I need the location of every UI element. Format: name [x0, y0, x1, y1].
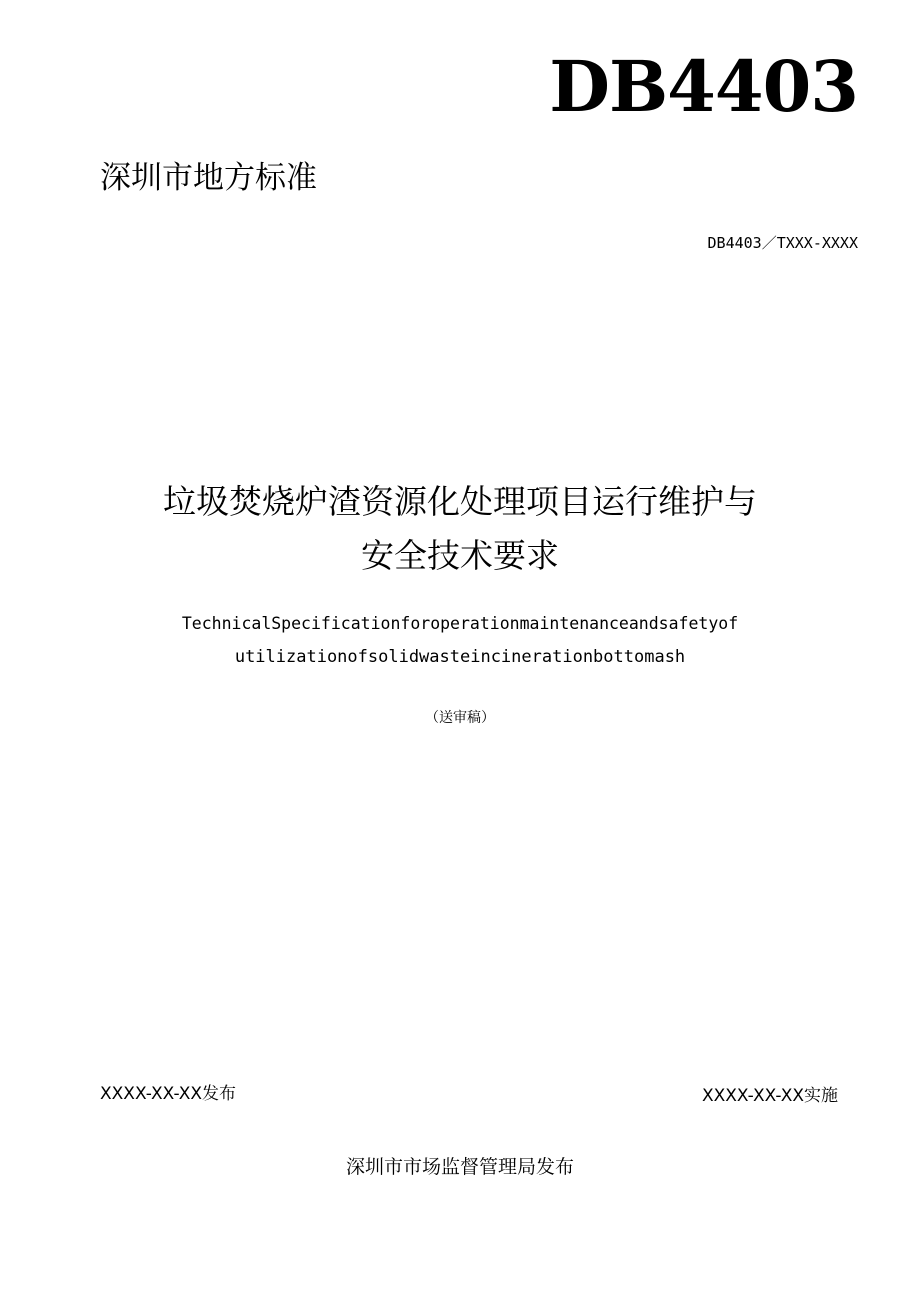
title-cn-line-1: 垃圾焚烧炉渣资源化处理项目运行维护与	[163, 482, 757, 521]
title-en-line-1: TechnicalSpecificationforoperationmaintenanceandsafetyof	[181, 614, 739, 633]
standard-number: DB4403／TXXX-XXXX	[707, 234, 858, 252]
title-en-line-2: utilizationofsolidwasteincinerationbottomash	[234, 647, 686, 667]
effective-date: XXXX-XX-XX实施	[701, 1086, 838, 1106]
title-cn-line-2: 安全技术要求	[361, 536, 559, 575]
release-date: XXXX-XX-XX发布	[100, 1084, 237, 1104]
publisher: 深圳市市场监督管理局发布	[345, 1156, 574, 1178]
draft-status: （送审稿）	[425, 710, 495, 726]
standard-code: DB4403	[549, 45, 858, 128]
standard-kind: 深圳市地方标准	[100, 160, 317, 196]
